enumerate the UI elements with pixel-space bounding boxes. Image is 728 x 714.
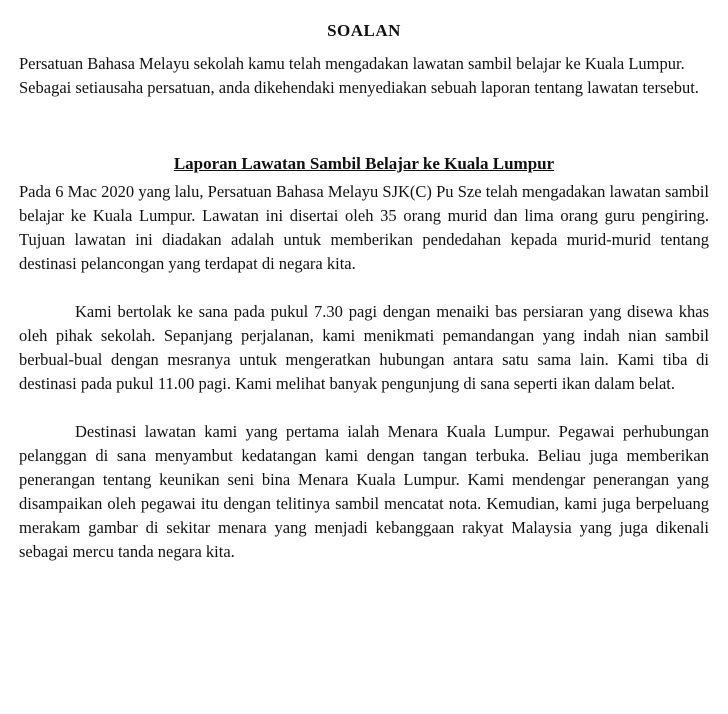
document-page xyxy=(19,20,709,564)
report-paragraph-3: Destinasi lawatan kami yang pertama ialah Menara Kuala Lumpur. Pegawai perhubungan pelanggan di sana menyambut kedatangan kami dengan tangan terbuka. Beliau juga memberikan penerangan tentang keunikan seni bina Menara Kuala Lumpur. Kami mendengar penerangan yang disampaikan oleh pegawai itu dengan telitinya sambil mencatat nota. Kemudian, kami juga berpeluang merakam gambar di sekitar menara yang menjadi kebanggaan rakyat Malaysia yang juga dikenali sebagai mercu tanda negara kita. xyxy=(19,422,709,561)
question-text: Persatuan Bahasa Melayu sekolah kamu telah mengadakan lawatan sambil belajar ke Kuala Lumpur. Sebagai setiausaha persatuan, anda dikehendaki menyediakan sebuah laporan tentang lawatan tersebut. xyxy=(19,54,699,97)
question-heading: SOALAN xyxy=(327,21,401,40)
report-paragraph-1: Pada 6 Mac 2020 yang lalu, Persatuan Bahasa Melayu SJK(C) Pu Sze telah mengadakan lawatan sambil belajar ke Kuala Lumpur. Lawatan ini disertai oleh 35 orang murid dan lima orang guru pengiring. Tujuan lawatan ini diadakan adalah untuk memberikan pendedahan kepada murid-murid tentang destinasi pelancongan yang terdapat di negara kita. xyxy=(19,182,709,273)
report-paragraph-2: Kami bertolak ke sana pada pukul 7.30 pagi dengan menaiki bas persiaran yang disewa khas oleh pihak sekolah. Sepanjang perjalanan, kami menikmati pemandangan yang indah nian sambil berbual-bual dengan mesranya untuk mengeratkan hubungan antara satu sama lain. Kami tiba di destinasi pada pukul 11.00 pagi. Kami melihat banyak pengunjung di sana seperti ikan dalam belat. xyxy=(19,302,709,393)
report-title: Laporan Lawatan Sambil Belajar ke Kuala Lumpur xyxy=(173,154,555,173)
